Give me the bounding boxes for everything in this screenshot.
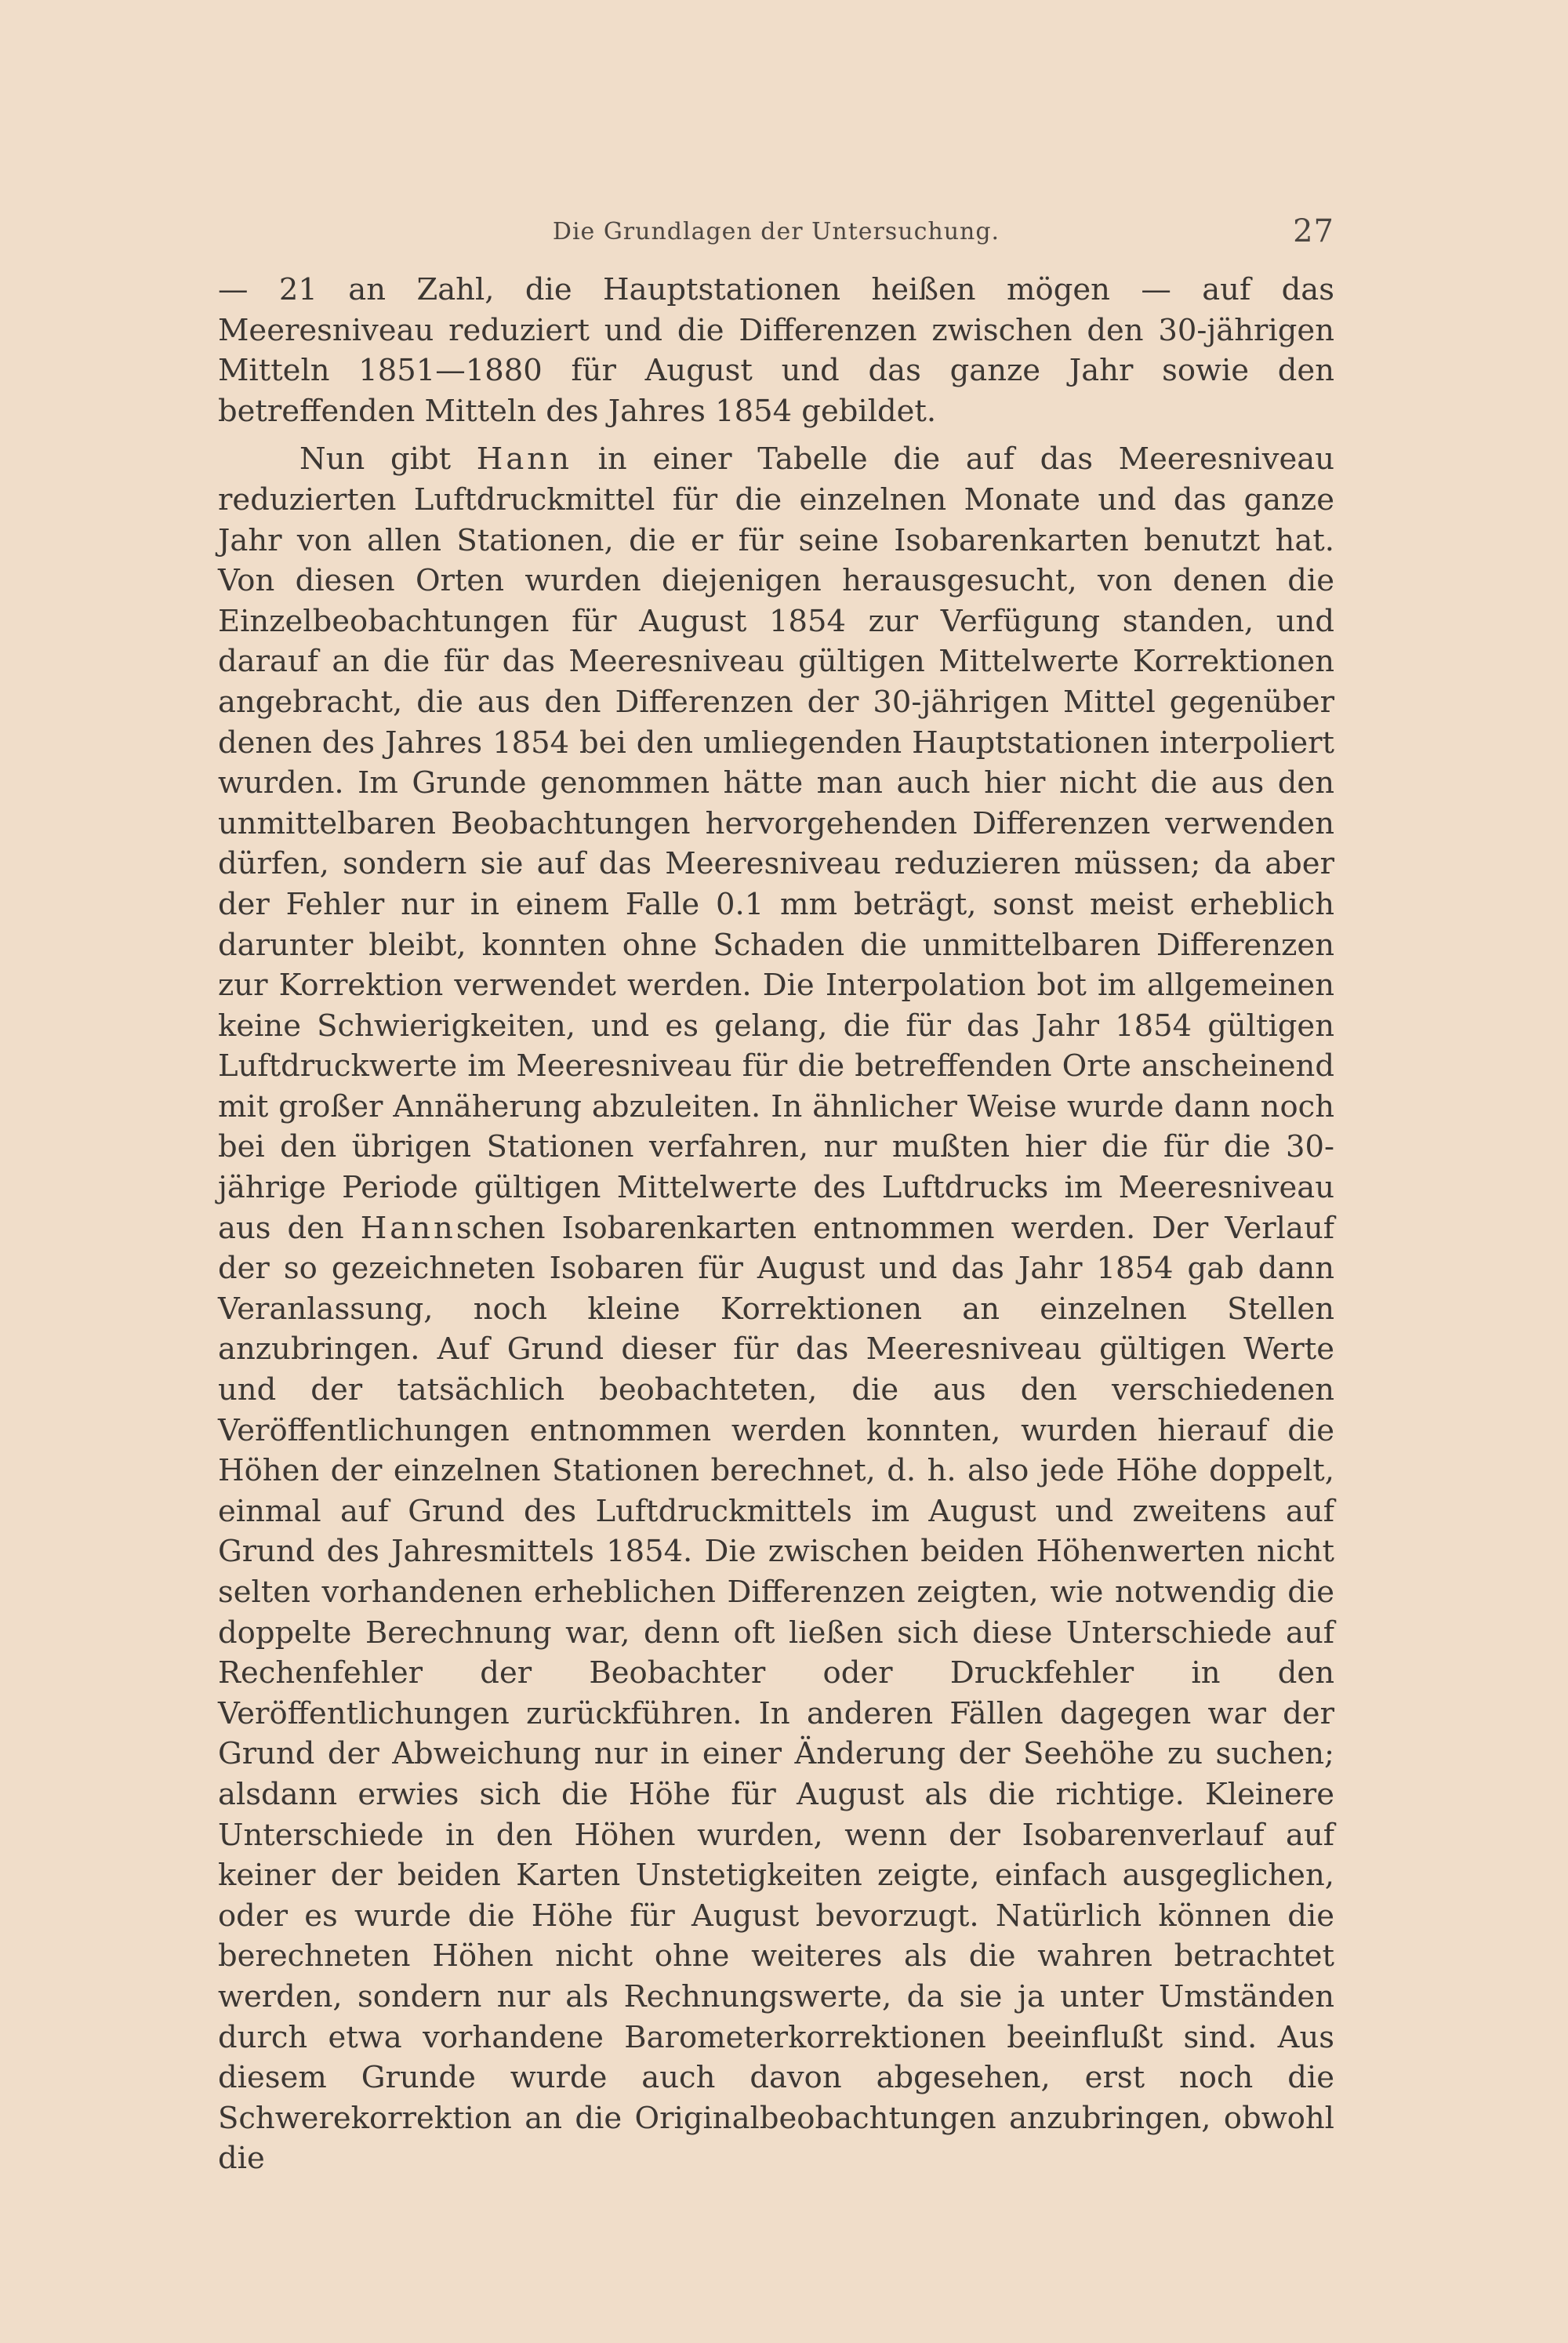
paragraph-2-part-3: schen Isobarenkarten entnommen werden. Der Verlauf der so gezeichneten Isobaren für August und das Jahr 1854 gab dann Veranlassung, noch kleine Korrektionen an einzelnen Stellen anzubringen. Auf Grund dieser für das Meeresniveau gültigen Werte und der tatsächlich beobachteten, die aus den verschiedenen Veröffentlichungen entnommen werden konnten, wurden hierauf die Höhen der einzelnen Stationen berechnet, d. h. also jede Höhe doppelt, einmal auf Grund des Luftdruckmittels im August und zweitens auf Grund des Jahresmittels 1854. Die zwischen beiden Höhenwerten nicht selten vorhandenen erheblichen Differenzen zeigten, wie notwendig die doppelte Berechnung war, denn oft ließen sich diese Unterschiede auf Rechenfehler der Beobachter oder Druckfehler in den Veröffentlichungen zurückführen. In anderen Fällen dagegen war der Grund der Abweichung nur in einer Änderung der Seehöhe zu suchen; alsdann erwies sich die Höhe für August als die richtige. Kleinere Unterschiede in den Höhen wurden, wenn der Isobarenverlauf auf keiner der beiden Karten Unstetigkeiten zeigte, einfach ausgeglichen, oder es wurde die Höhe für August bevorzugt. Natürlich können die berechneten Höhen nicht ohne weiteres als die wahren betrachtet werden, sondern nur als Rechnungswerte, da sie ja unter Umständen durch etwa vorhandene Barometerkorrektionen beeinflußt sind. Aus diesem Grunde wurde auch davon abgesehen, erst noch die Schwerekorrektion an die Originalbeobachtungen anzubringen, obwohl die — [218, 1210, 1334, 2177]
running-title: Die Grundlagen der Untersuchung. — [552, 218, 1000, 245]
body-text — [218, 270, 1334, 2179]
paragraph-1: — 21 an Zahl, die Hauptstationen heißen mögen — auf das Meeresniveau reduziert und die Differenzen zwischen den 30-jährigen Mitteln 1851—1880 für August und das ganze Jahr sowie den betreffenden Mitteln des Jahres 1854 gebildet. — [218, 272, 1334, 429]
paragraph-2-part-2: in einer Tabelle die auf das Meeresniveau reduzierten Luftdruckmittel für die einzelnen Monate und das ganze Jahr von allen Stationen, die er für seine Isobarenkarten benutzt hat. Von diesen Orten wurden diejenigen herausgesucht, von denen die Einzelbeobachtungen für August 1854 zur Verfügung standen, und darauf an die für das Meeresniveau gültigen Mittelwerte Korrektionen angebracht, die aus den Differenzen der 30-jährigen Mittel gegenüber denen des Jahres 1854 bei den umliegenden Hauptstationen interpoliert wurden. Im Grunde genommen hätte man auch hier nicht die aus den unmittelbaren Beobachtungen hervorgehenden Differenzen verwenden dürfen, sondern sie auf das Meeresniveau reduzieren müssen; da aber der Fehler nur in einem Falle 0.1 mm beträgt, sonst meist erheblich darunter bleibt, konnten ohne Schaden die unmittelbaren Differenzen zur Korrektion verwendet werden. Die Interpolation bot im allgemeinen keine Schwierigkeiten, und es gelang, die für das Jahr 1854 gültigen Luftdruckwerte im Meeresniveau für die betreffenden Orte anscheinend mit großer Annäherung abzuleiten. In ähnlicher Weise wurde dann noch bei den übrigen Stationen verfahren, nur mußten hier die für die 30-jährige Periode gültigen Mittelwerte des Luftdrucks im Meeresniveau aus den — [218, 441, 1334, 1246]
author-name-hann: Hann — [476, 441, 572, 478]
paragraph-2 — [218, 439, 1334, 2179]
running-head — [218, 210, 1334, 249]
paragraph-2-part-1: Nun gibt — [299, 441, 477, 478]
page-number: 27 — [1293, 213, 1334, 249]
author-name-hann-2: Hann — [360, 1210, 456, 1246]
